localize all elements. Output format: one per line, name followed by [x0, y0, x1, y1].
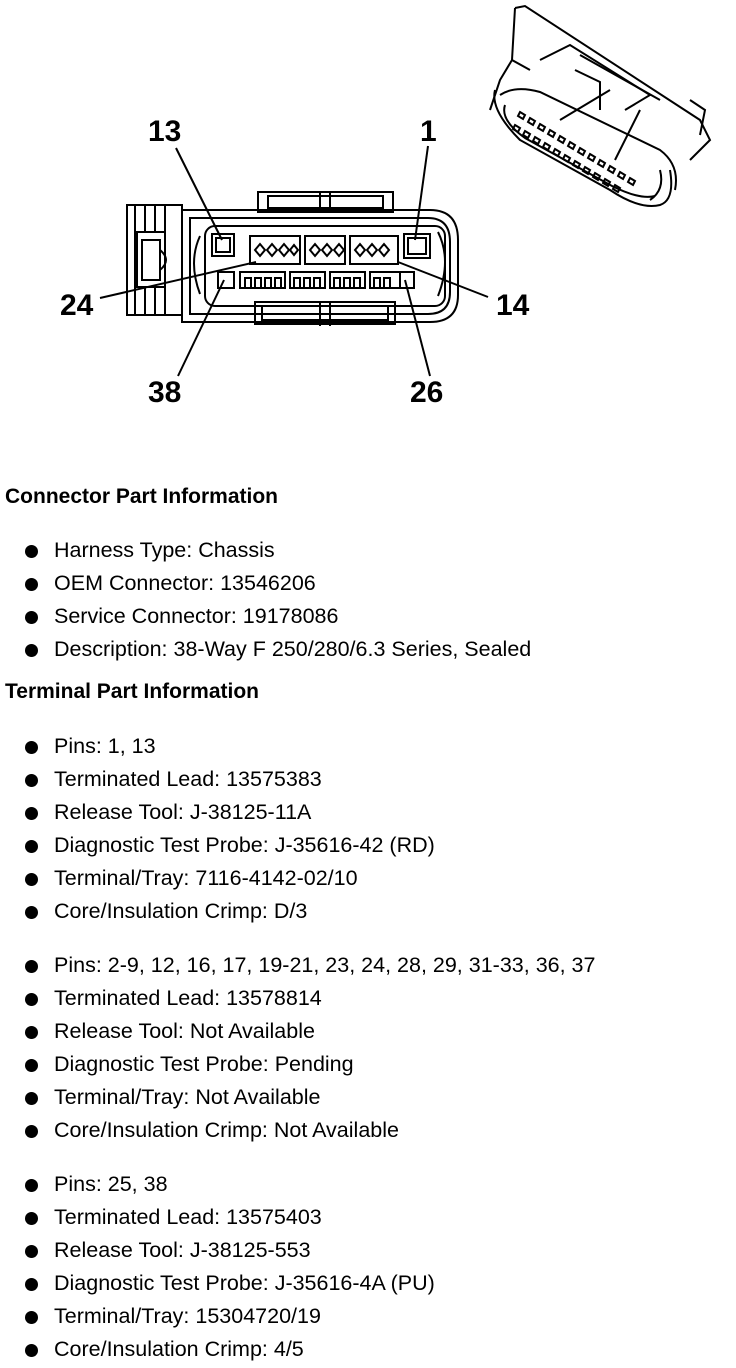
- list-item: Diagnostic Test Probe: Pending: [0, 1048, 595, 1081]
- list-item: Description: 38-Way F 250/280/6.3 Series, Sealed: [0, 633, 531, 666]
- list-item: OEM Connector: 13546206: [0, 567, 531, 600]
- terminal-info-heading: Terminal Part Information: [5, 680, 259, 703]
- terminal-group-2: [0, 949, 595, 1147]
- terminal-group-1: [0, 730, 435, 928]
- list-item: Pins: 25, 38: [0, 1168, 435, 1201]
- list-item: Diagnostic Test Probe: J-35616-4A (PU): [0, 1267, 435, 1300]
- pin-label-14: 14: [496, 289, 530, 322]
- terminal-group-3: [0, 1168, 435, 1366]
- list-item: Core/Insulation Crimp: 4/5: [0, 1333, 435, 1366]
- list-item: Pins: 1, 13: [0, 730, 435, 763]
- pin-label-1: 1: [420, 115, 437, 148]
- list-item: Terminated Lead: 13575403: [0, 1201, 435, 1234]
- list-item: Release Tool: Not Available: [0, 1015, 595, 1048]
- list-item: Service Connector: 19178086: [0, 600, 531, 633]
- connector-isometric-view: [490, 6, 710, 206]
- list-item: Terminal/Tray: Not Available: [0, 1081, 595, 1114]
- list-item: Release Tool: J-38125-11A: [0, 796, 435, 829]
- list-item: Core/Insulation Crimp: D/3: [0, 895, 435, 928]
- pin-label-13: 13: [148, 115, 182, 148]
- list-item: Terminal/Tray: 15304720/19: [0, 1300, 435, 1333]
- connector-info-list: [0, 534, 531, 666]
- connector-diagram: [0, 0, 736, 470]
- list-item: Terminated Lead: 13575383: [0, 763, 435, 796]
- list-item: Pins: 2-9, 12, 16, 17, 19-21, 23, 24, 28, 29, 31-33, 36, 37: [0, 949, 595, 982]
- connector-info-heading: Connector Part Information: [5, 485, 279, 508]
- pin-labels: [60, 115, 530, 409]
- list-item: Terminated Lead: 13578814: [0, 982, 595, 1015]
- pin-label-26: 26: [410, 376, 444, 409]
- list-item: Harness Type: Chassis: [0, 534, 531, 567]
- list-item: Core/Insulation Crimp: Not Available: [0, 1114, 595, 1147]
- list-item: Terminal/Tray: 7116-4142-02/10: [0, 862, 435, 895]
- list-item: Diagnostic Test Probe: J-35616-42 (RD): [0, 829, 435, 862]
- connector-front-view: [127, 192, 458, 326]
- list-item: Release Tool: J-38125-553: [0, 1234, 435, 1267]
- pin-label-24: 24: [60, 289, 94, 322]
- pin-label-38: 38: [148, 376, 182, 409]
